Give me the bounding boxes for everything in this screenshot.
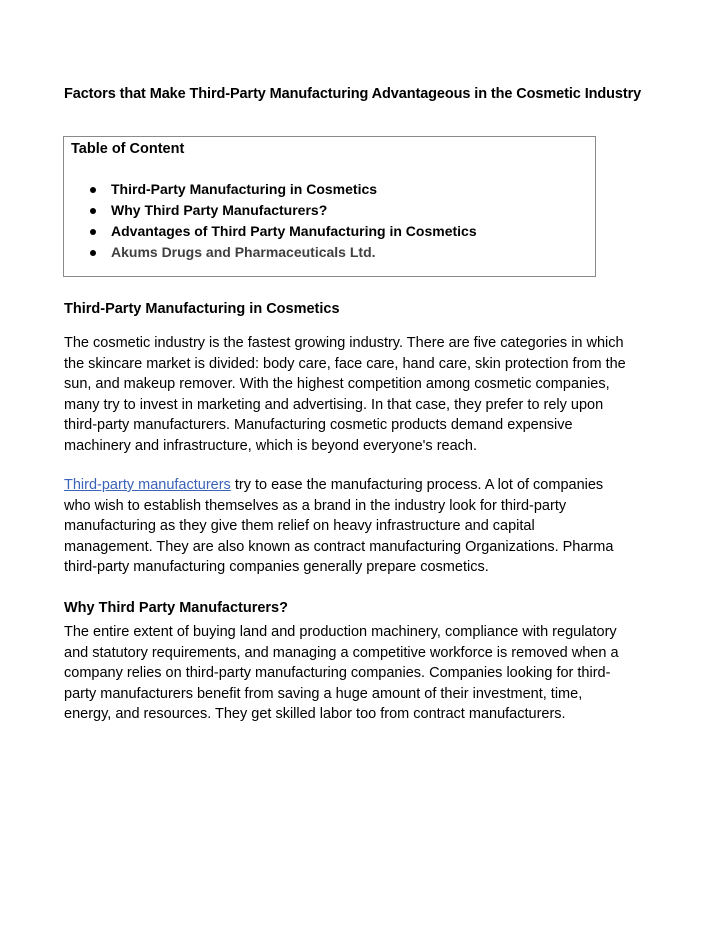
text-line: who wish to establish themselves as a brand in the industry look for third-party (64, 497, 567, 514)
toc-item-why-third-party[interactable] (90, 200, 477, 221)
toc-item-label: Akums Drugs and Pharmaceuticals Ltd. (111, 244, 376, 260)
text-line: management. They are also known as contract manufacturing Organizations. Pharma (64, 538, 614, 555)
toc-heading: Table of Content (71, 141, 185, 157)
section-heading-why-third-party: Why Third Party Manufacturers? (64, 600, 288, 616)
section-heading-third-party-manufacturing: Third-Party Manufacturing in Cosmetics (64, 301, 340, 317)
third-party-manufacturers-link[interactable]: Third-party manufacturers (64, 477, 231, 493)
bullet-icon (90, 229, 96, 235)
text-line: The entire extent of buying land and production machinery, compliance with regulatory (64, 624, 617, 640)
bullet-icon (90, 208, 96, 214)
text-line (64, 475, 664, 496)
text-line: company relies on third-party manufacturing companies. Companies looking for third- (64, 665, 611, 681)
text-line: the skincare market is divided: body care, face care, hand care, skin protection from the (64, 355, 626, 372)
table-of-contents (63, 136, 596, 277)
text-line: machinery and infrastructure, which is beyond everyone's reach. (64, 437, 478, 454)
text-line: many try to invest in marketing and advertising. In that case, they prefer to rely upon (64, 396, 604, 413)
toc-item-akums[interactable] (90, 242, 477, 263)
toc-item-advantages[interactable] (90, 221, 477, 242)
section1-paragraph-2 (64, 475, 664, 578)
bullet-icon (90, 250, 96, 256)
document-title: Factors that Make Third-Party Manufacturing Advantageous in the Cosmetic Industry (64, 86, 642, 102)
bullet-icon (90, 187, 96, 193)
toc-item-third-party-manufacturing[interactable] (90, 179, 477, 200)
text-line: party manufacturers benefit from saving a huge amount of their investment, time, (64, 685, 583, 702)
toc-item-label: Why Third Party Manufacturers? (111, 202, 328, 218)
text-line: The cosmetic industry is the fastest growing industry. There are five categories in which (64, 335, 624, 351)
text-line: energy, and resources. They get skilled labor too from contract manufacturers. (64, 706, 566, 722)
section2-paragraph (64, 622, 664, 725)
text-line: sun, and makeup remover. With the highest competition among cosmetic companies, (64, 376, 610, 392)
text-line: and statutory requirements, and managing a competitive workforce is removed when a (64, 644, 619, 661)
toc-item-label: Third-Party Manufacturing in Cosmetics (111, 181, 378, 197)
text-line: third-party manufacturers. Manufacturing cosmetic products demand expensive (64, 417, 573, 433)
toc-item-label: Advantages of Third Party Manufacturing in Cosmetics (111, 223, 477, 239)
section1-paragraph-1 (64, 333, 664, 456)
toc-list (90, 179, 477, 263)
text-fragment: try to ease the manufacturing process. A lot of companies (230, 477, 604, 493)
text-line: third-party manufacturing companies generally prepare cosmetics. (64, 559, 489, 575)
text-line: manufacturing as they give them relief on heavy infrastructure and capital (64, 518, 535, 534)
